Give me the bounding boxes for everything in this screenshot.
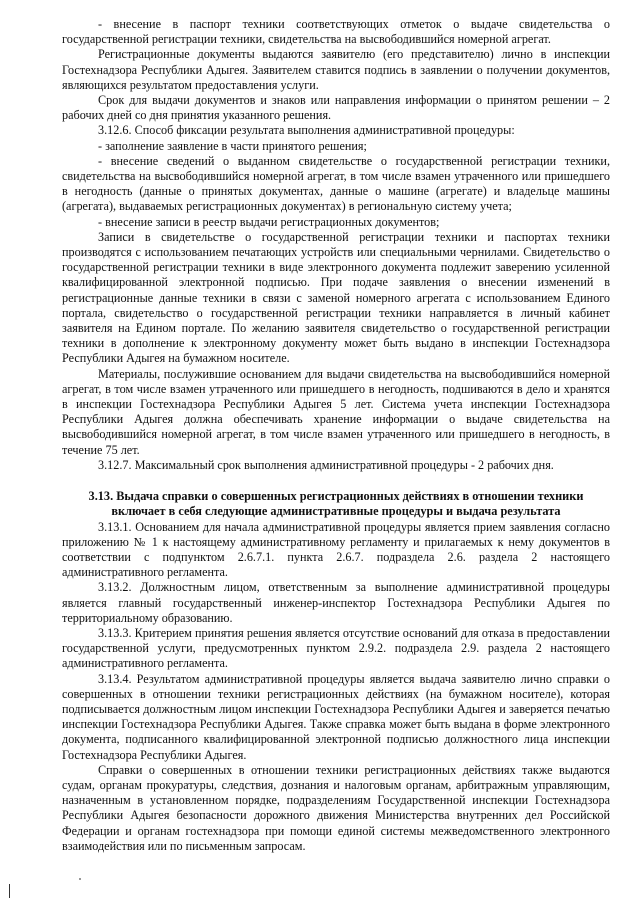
margin-mark (9, 884, 10, 898)
paragraph: - внесение в паспорт техники соответствующих отметок о выдаче свидетельства о государственной регистрации техники, свидетельства на высвободившийся номерной агрегат. (62, 17, 610, 47)
paragraph: - заполнение заявление в части принятого решения; (98, 138, 367, 153)
paragraph: 3.13.2. Должностным лицом, ответственным за выполнение административной процедуры является главный государственный инженер-инспектор Гостехнадзора Республики Адыгея по территориальному образованию. (62, 580, 610, 625)
paragraph: 3.12.6. Способ фиксации результата выполнения административной процедуры: (98, 123, 515, 138)
paragraph: Материалы, послужившие основанием для выдачи свидетельства на высвободившийся номерной агрегат, в том числе взамен утраченного или пришедшего в негодность, подшиваются в дело и хранятся в инспекции Гостехнадзора Республики Адыгея 5 лет. Система учета инспекции Гостехнадзора Республики Адыгея должна обеспечивать хранение информации о выдаче свидетельства на высвободившийся номерной агрегат, в том числе взамен утраченного или пришедшего в негодность, в течение 75 лет. (62, 366, 610, 457)
paragraph: 3.13.4. Результатом административной процедуры является выдача заявителю лично справки о совершенных в отношении техники регистрационных действиях (на бумажном носителе), которая подписывается должностным лицом инспекции Гостехнадзора Республики Адыгея и заверяется печатью инспекции Гостехнадзора Республики Адыгея. Также справка может быть выдана в форме электронного документа, подписанного квалифицированной электронной подписью должностного лица инспекции Гостехнадзора Республики Адыгея. (62, 671, 610, 762)
paragraph: Срок для выдачи документов и знаков или направления информации о принятом решении – 2 рабочих дней со дня принятия указанного решения. (62, 93, 610, 123)
scan-speck (79, 878, 81, 880)
paragraph: - внесение сведений о выданном свидетельстве о государственной регистрации техники, свидетельства на высвободившийся номерной агрегат, в том числе взамен утраченного или пришедшего в негодность (данные о принятых документах, данные о машине (агрегате) и владельце машины (агрегата), выдаваемых регистрационных документах) в региональную систему учета; (62, 153, 610, 214)
paragraph: 3.13.1. Основанием для начала административной процедуры является прием заявления согласно приложению № 1 к настоящему административному регламенту и прилагаемых к нему документов в соответствии с подпунктом 2.6.7.1. пункта 2.6.7. подраздела 2.6. раздела 2 настоящего административного регламента. (62, 519, 610, 580)
paragraph: Регистрационные документы выдаются заявителю (его представителю) лично в инспекции Гостехнадзора Республики Адыгея. Заявителем ставится подпись в заявлении о получении документов, являющихся результатом предоставления услуги. (62, 47, 610, 92)
section-heading: 3.13. Выдача справки о совершенных регистрационных действиях в отношении техники включает в себя следующие административные процедуры и выдача результата (88, 489, 584, 519)
paragraph: - внесение записи в реестр выдачи регистрационных документов; (98, 214, 440, 229)
paragraph: 3.13.3. Критерием принятия решения является отсутствие оснований для отказа в предоставлении государственной услуги, предусмотренных пунктом 2.9.2. подраздела 2.9. раздела 2 настоящего административного регламента. (62, 625, 610, 671)
paragraph: Записи в свидетельстве о государственной регистрации техники и паспортах техники производятся с использованием печатающих устройств или специальными чернилами. Свидетельство о государственной регистрации техники в виде электронного документа подлежит заверению усиленной квалифицированной электронной подписью. При подаче заявления о внесении изменений в регистрационные данные техники в связи с заменой номерного агрегата с использованием Единого портала, свидетельство о государственной регистрации техники направляется в личный кабинет заявителя на Едином портале. По желанию заявителя свидетельство о государственной регистрации техники в дополнение к электронному документу может быть выдано в инспекции Гостехнадзора Республики Адыгея на бумажном носителе. (62, 229, 610, 366)
paragraph: 3.12.7. Максимальный срок выполнения административной процедуры - 2 рабочих дня. (98, 457, 554, 472)
document-body (62, 17, 610, 854)
paragraph: Справки о совершенных в отношении техники регистрационных действиях также выдаются судам, органам прокуратуры, следствия, дознания и налоговым органам, арбитражным управляющим, назначенным в установленном порядке, подразделениям Государственной инспекции Гостехнадзора Республики Адыгея безопасности дорожного движения Министерства внутренних дел Российской Федерации и органам гостехнадзора при помощи единой системы межведомственного электронного взаимодействия или по письменным запросам. (62, 762, 610, 853)
